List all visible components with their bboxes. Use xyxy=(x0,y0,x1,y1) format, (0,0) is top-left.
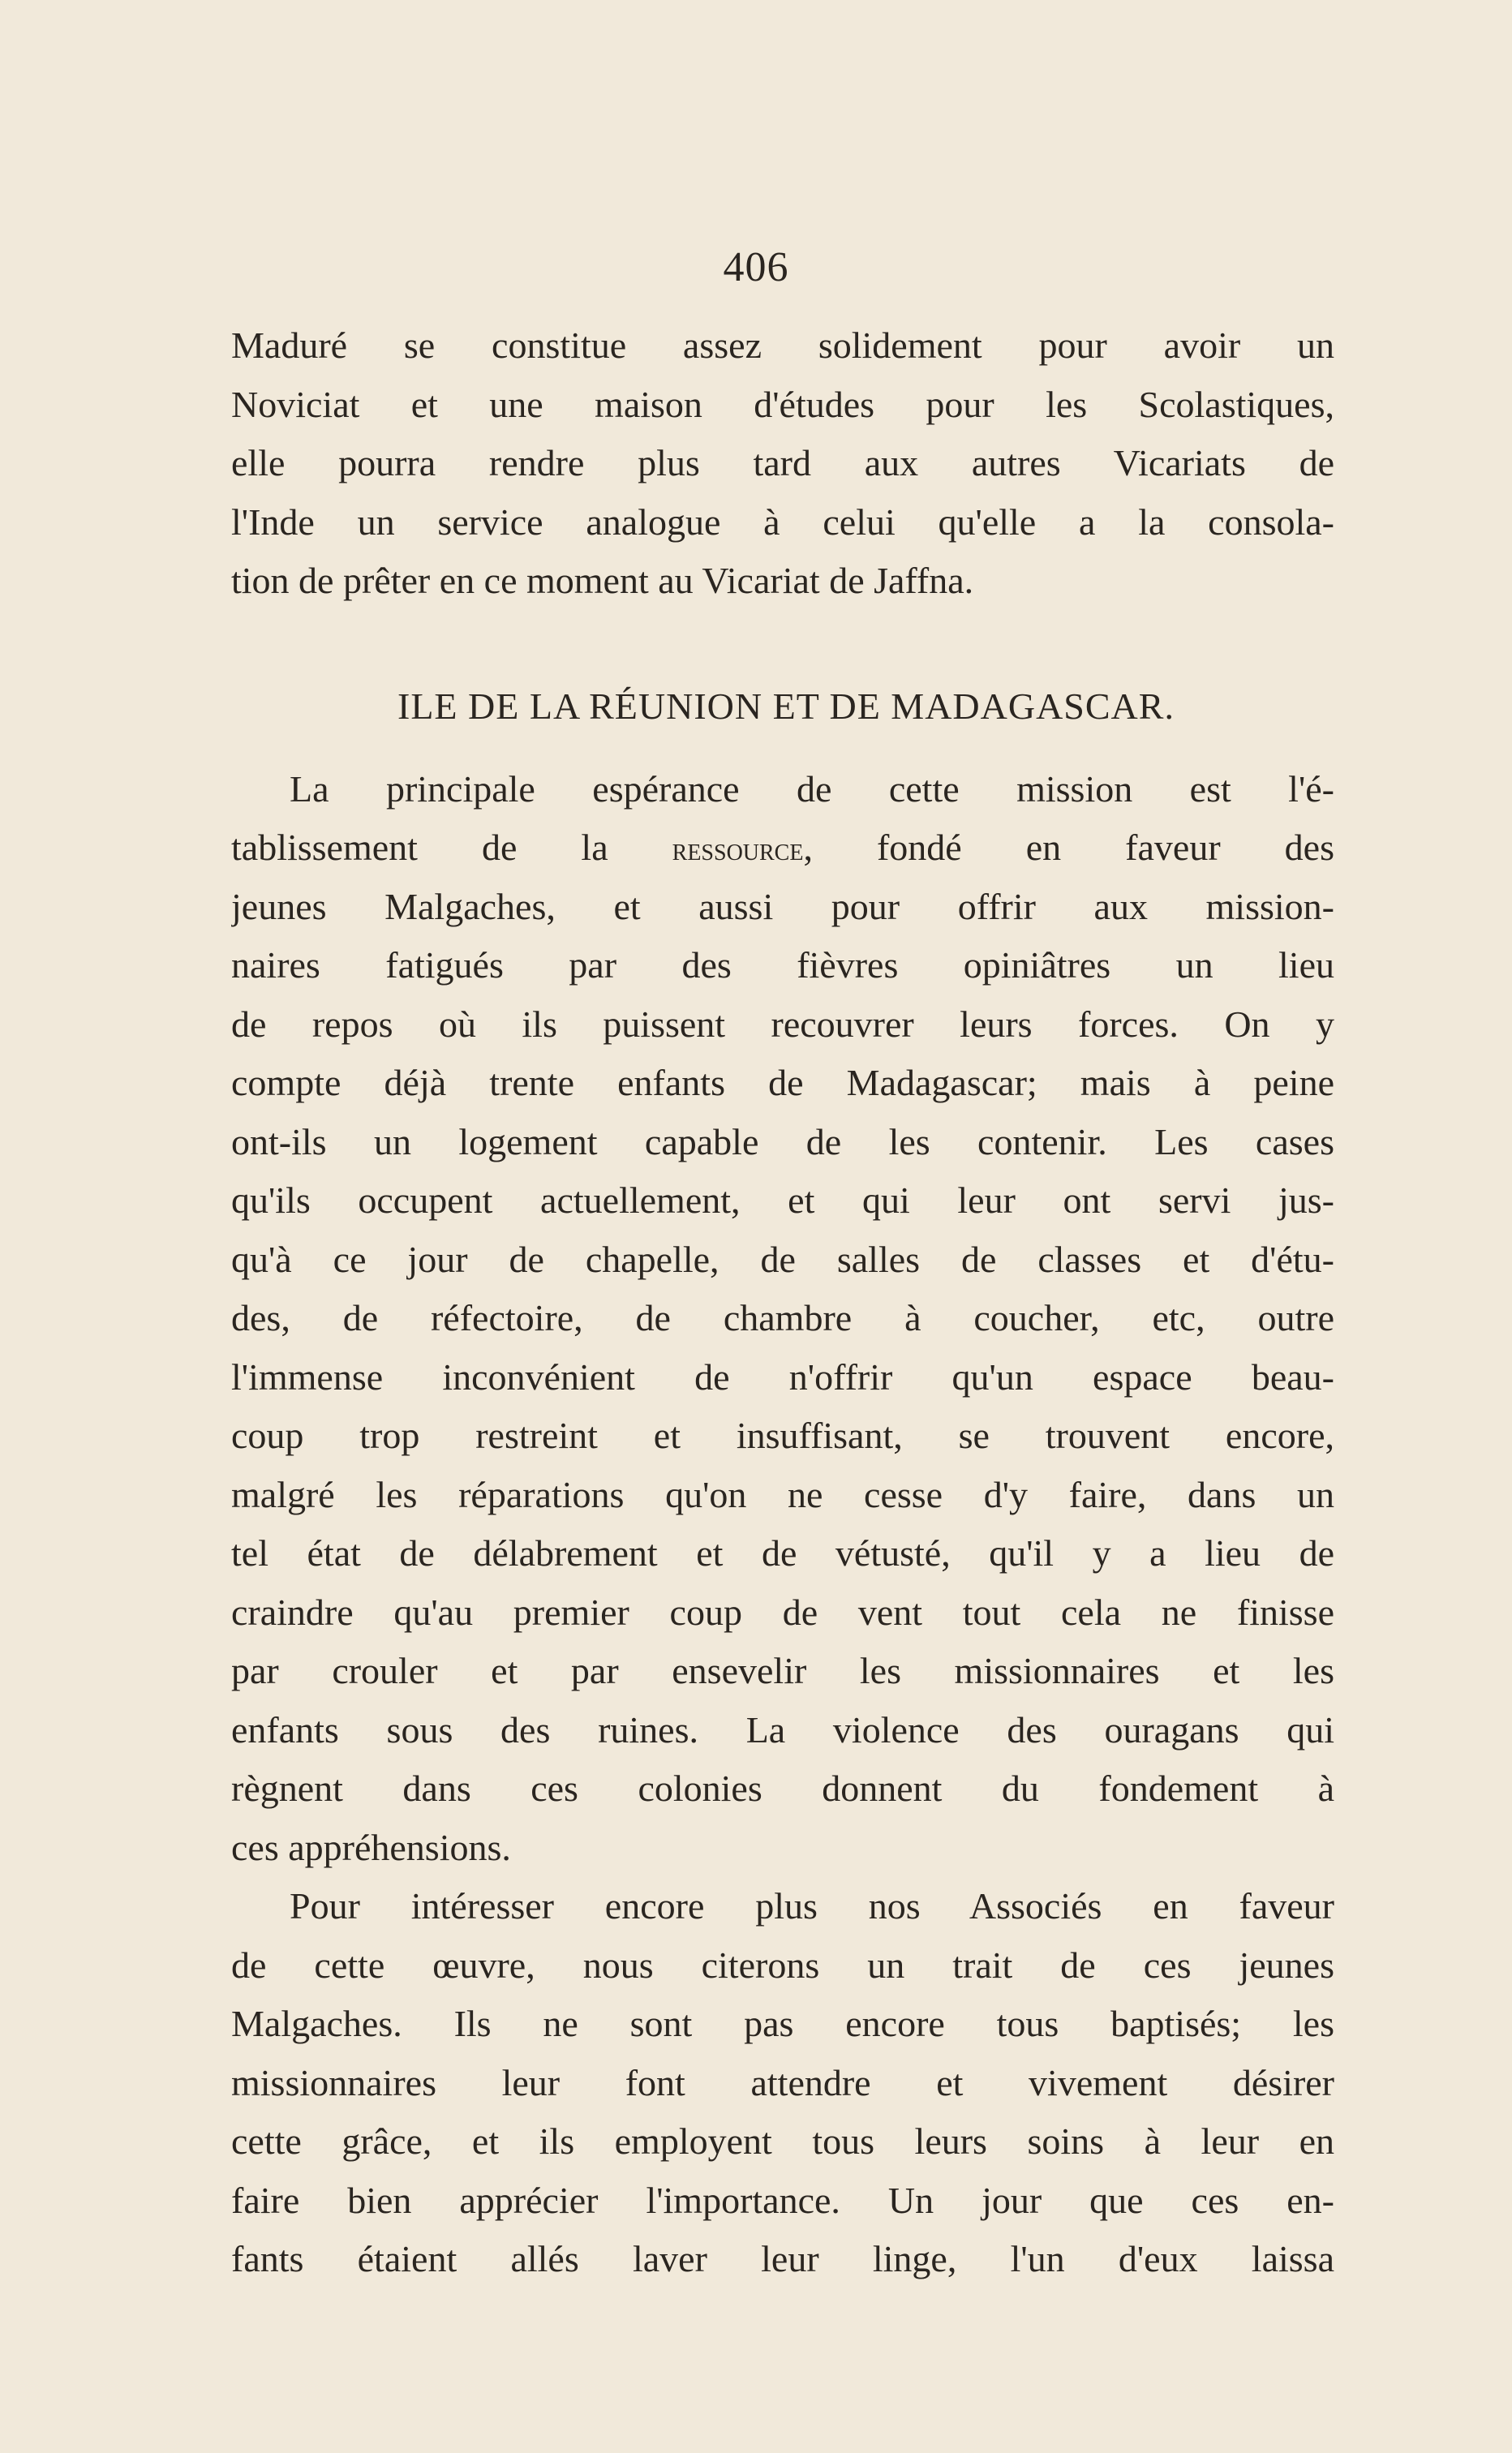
spacer xyxy=(231,611,1334,677)
text-line: de cette œuvre, nous citerons un trait de ces jeunes xyxy=(231,1944,1334,1986)
text-line: tel état de délabrement et de vétusté, qu'il y a lieu de xyxy=(231,1532,1334,1574)
text-line: ces appréhensions. xyxy=(231,1826,511,1868)
text-line: Maduré se constitue assez solidement pour avoir un xyxy=(231,324,1334,366)
text-line: coup trop restreint et insuffisant, se trouvent encore, xyxy=(231,1415,1334,1456)
text-line: enfants sous des ruines. La violence des ouragans qui xyxy=(231,1708,1334,1751)
text-line: naires fatigués par des fièvres opiniâtres un lieu xyxy=(231,944,1334,986)
text-line: faire bien apprécier l'importance. Un jour que ces en- xyxy=(231,2179,1334,2221)
section-heading: ILE DE LA RÉUNION ET DE MADAGASCAR. xyxy=(397,685,1175,727)
smallcaps-term: ressource xyxy=(672,831,804,867)
text-line: craindre qu'au premier coup de vent tout cela ne finisse xyxy=(231,1591,1334,1633)
text-line: malgré les réparations qu'on ne cesse d'y faire, dans un xyxy=(231,1473,1334,1515)
text-line: jeunes Malgaches, et aussi pour offrir aux mission- xyxy=(231,885,1334,927)
text-line: Pour intéresser encore plus nos Associés en faveur xyxy=(290,1885,1334,1927)
text-line: Noviciat et une maison d'études pour les Scolastiques, xyxy=(231,383,1334,425)
text-line: l'Inde un service analogue à celui qu'elle a la consola- xyxy=(231,500,1334,543)
text-line: l'immense inconvénient de n'offrir qu'un espace beau- xyxy=(231,1355,1334,1398)
paragraph-anecdote xyxy=(231,1877,1334,2289)
text-line: ont-ils un logement capable de les contenir. Les cases xyxy=(231,1120,1334,1162)
text-line: missionnaires leur font attendre et vivement désirer xyxy=(231,2061,1334,2103)
page-body xyxy=(231,316,1334,2289)
page-number: 406 xyxy=(723,244,789,290)
text-line: par crouler et par ensevelir les missionnaires et les xyxy=(231,1650,1334,1691)
spacer xyxy=(231,736,1334,760)
text-line: de repos où ils puissent recouvrer leurs forces. On y xyxy=(231,1003,1334,1045)
text-fragment: , fondé en faveur des xyxy=(803,827,1334,868)
text-line: elle pourra rendre plus tard aux autres Vicariats de xyxy=(231,442,1334,483)
text-line: tion de prêter en ce moment au Vicariat de Jaffna. xyxy=(231,560,974,601)
text-line: règnent dans ces colonies donnent du fondement à xyxy=(231,1768,1334,1809)
text-line: compte déjà trente enfants de Madagascar; mais à peine xyxy=(231,1062,1334,1103)
text-line: qu'à ce jour de chapelle, de salles de classes et d'étu- xyxy=(231,1238,1334,1280)
text-line: cette grâce, et ils employent tous leurs soins à leur en xyxy=(231,2120,1334,2162)
text-fragment: tablissement de la xyxy=(231,827,672,868)
text-line: des, de réfectoire, de chambre à coucher, etc, outre xyxy=(231,1297,1334,1338)
text-line: fants étaient allés laver leur linge, l'un d'eux laissa xyxy=(231,2238,1334,2279)
text-line-with-smallcaps xyxy=(231,818,1334,878)
intro-paragraph xyxy=(231,316,1334,611)
paragraph-mission xyxy=(231,760,1334,1878)
text-line: qu'ils occupent actuellement, et qui leur ont servi jus- xyxy=(231,1179,1334,1221)
text-line: La principale espérance de cette mission est l'é- xyxy=(290,767,1334,810)
text-line: Malgaches. Ils ne sont pas encore tous baptisés; les xyxy=(231,2003,1334,2044)
